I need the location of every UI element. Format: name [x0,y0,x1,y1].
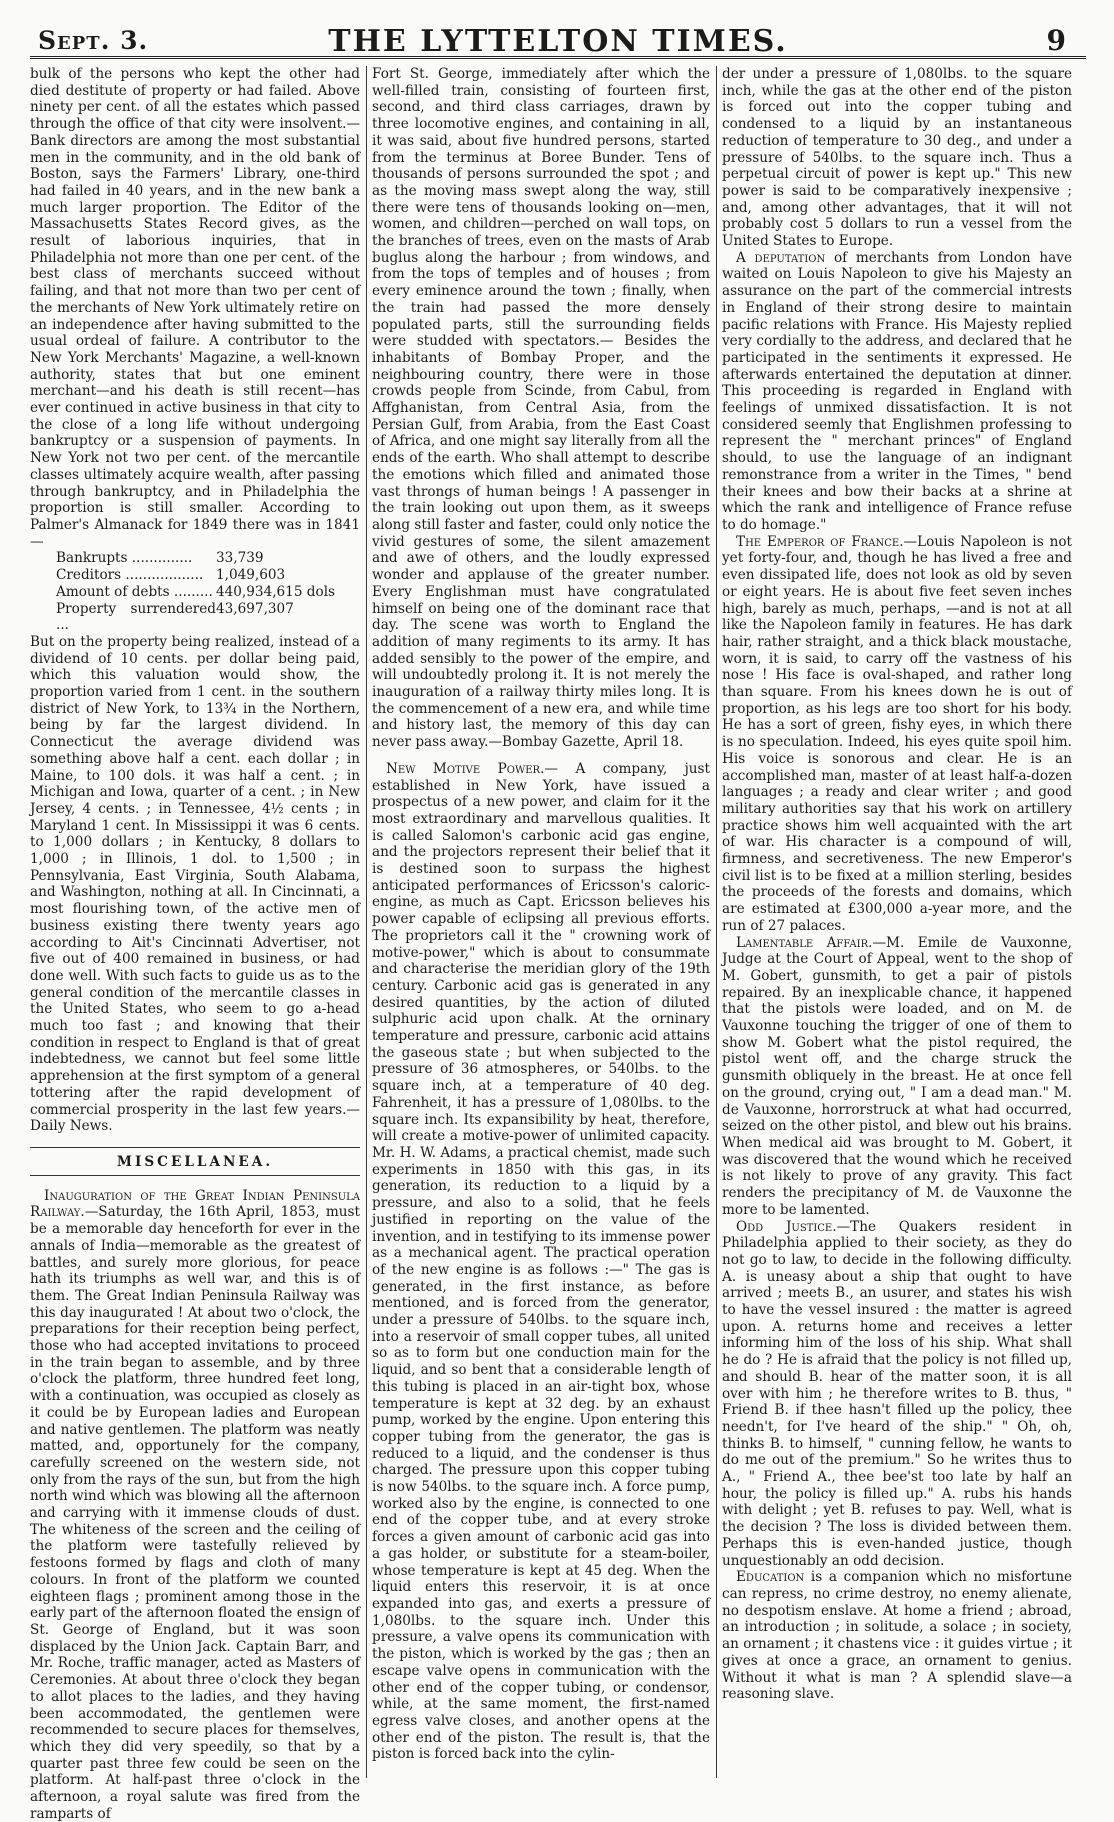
article-paragraph [30,1188,360,1822]
article-text: der under a pressure of 1,080lbs. to the square inch, while the gas at the other end of the piston is forced out into the copper tubing and condensed to a liquid by an instantaneous reduction of temperature to 30 deg., and under a pressure of 540lbs. to the square inch. Thus a perpetual circuit of power is kept up." This new power is said to be comparatively inexpensive ; and, among other advantages, that it will not probably cost 5 dollars to run a vessel from the United States to Europe. [722,66,1072,250]
stat-row [56,567,346,584]
article-body: —The Quakers resident in Philadelphia applied to their society, as they do not go to law, to decide in the following difficulty. A. is uneasy about a ship that ought to have arrived ; meets B., an usurer, and states his wish to have the vessel insured : the matter is agreed upon. A. returns home and receives a letter informing him of the loss of his ship. What shall he do ? He is afraid that the policy is not filled up, and should B. hear of the matter soon, it is all over with him ; he therefore writes to B. thus, " Friend B. if thee hasn't filled up the policy, thee needn't, for I've heard of the ship." " Oh, oh, thinks B. to himself, " cunning fellow, he wants to do me out of the premium." So he writes thus to A., " Friend A., thee bee'st too late by half an hour, the policy is filled up." A. rubs his hands with delight ; yet B. refuses to pay. Well, what is the decision ? The loss is divided between them. Perhaps this is even-handed justice, though unquestionably an odd decision. [722,1218,1072,1569]
article-headline: Lamentable Affair. [736,934,873,951]
column-divider [366,66,367,1778]
masthead [30,18,1086,59]
article-columns [30,66,1086,1822]
article-body: of merchants from London have waited on Louis Napoleon to give his Majesty an assurance on the part of the commercial intrests in England of their strong desire to maintain pacific relations with France. His Majesty replied very cordially to the address, and declared that he participated in the sentiments it expressed. He afterwards entertained the deputation at dinner. This proceeding is regarded in England with feelings of unmixed dissatisfaction. It is not considered seemly that Englishmen professing to represent the " merchant princes" of England should, to use the language of an indignant remonstrance from a writer in the Times, " bend their knees and bow their backs at a shrine at which the rank and intelligence of France refuse to do homage." [722,249,1072,533]
article-body: is a companion which no misfortune can repress, no crime destroy, no enemy alienate, no despotism enslave. At home a friend ; abroad, an introduction ; in solitude, a solace ; in society, an ornament ; it chastens vice : it guides virtue ; it gives at once a grace, an ornament to genius. Without it what is man ? A splendid slave—a reasoning slave. [722,1569,1072,1703]
article-paragraph [722,250,1072,534]
stat-label: Bankrupts .............. [56,550,193,567]
article-headline: A deputation [736,249,826,266]
article-headline: The Emperor of France. [736,533,904,550]
issue-date: Sept. 3. [38,26,149,55]
stat-label: Amount of debts ......... [56,583,213,600]
paragraph-gap [372,751,710,761]
article-text: bulk of the persons who kept the other had died destitute of property or had failed. Above ninety per cent. of all the estates which passed through the office of that city were insolvent.— Bank directors are among the most substantial men in the community, and in the old bank of Boston, says the Farmers' Library, one-third had failed in 40 years, and in the new bank a much larger proportion. The Editor of the Massachusetts States Record gives, as the result of laborious inquiries, that in Philadelphia not more than one per cent. of the best class of merchants succeed without failing, and that not more than two per cent of the merchants of New York ultimately retire on an independence after having submitted to the usual ordeal of failure. A contributor to the New York Merchants' Magazine, a well-known authority, states that but one eminent merchant—and his death is still recent—has ever continued in active business in that city to the close of a long life without undergoing bankruptcy or a suspension of payments. In New York not two per cent. of the mercantile classes ultimately acquire wealth, after passing through bankruptcy, and in Philadelphia the proportion is still smaller. According to Palmer's Almanack for 1849 there was in 1841— [30,66,360,550]
newspaper-title: THE LYTTELTON TIMES. [328,24,788,59]
column-2 [372,66,710,1778]
stat-row [56,550,346,567]
stat-label: Creditors .................. [56,567,204,584]
newspaper-page [30,18,1086,1822]
stat-value: 43,697,307 [216,600,294,617]
stat-value: 1,049,603 [216,567,286,584]
article-body: —Louis Napoleon is not yet forty-four, and, though he has lived a free and even dissipated life, does not look as old by seven or eight years. He is about five feet seven inches high, barely as much, perhaps, —and is not at all like the Napoleon family in features. He has dark hair, rather straight, and a thick black moustache, worn, it is said, to carry off the vastness of his nose ! His face is oval-shaped, and rather long than square. From his knees down he is out of proportion, as his legs are too short for his body. He has a sort of green, fishy eyes, in which there is no speculation. Indeed, his eyes quite spoil him. His voice is sonorous and clear. He is an accomplished man, master of at least half-a-dozen languages ; a ready and clear writer ; and good military authorities say that his work on artillery practice shows him well acquainted with the art of war. His character is a compound of will, firmness, and secretiveness. The new Emperor's civil list is to be fixed at a million sterling, besides the proceeds of the forests and domains, which are estimated at £300,000 a-year more, and the run of 27 palaces. [722,533,1072,934]
stat-row [56,601,346,634]
bankruptcy-stats-table [56,550,360,634]
column-divider [716,66,717,1778]
stat-value: 33,739 [216,550,264,567]
article-paragraph [722,534,1072,935]
stat-label: Property surrendered ... [56,600,216,634]
heading-rule [30,1175,360,1178]
article-paragraph [722,1569,1072,1703]
article-text: Fort St. George, immediately after which the well-filled train, consisting of fourteen first, second, and third class carriages, drawn by three locomotive engines, and containing in all, it was said, about five hundred persons, started from the terminus at Boree Bunder. Tens of thousands of persons surrounded the spot ; and as the moving mass swept along the way, still there were tens of thousands looking on—men, women, and children—perched on wall tops, on the branches of trees, even on the masts of Arab buglus along the harbour ; from windows, and from the tops of temples and of houses ; from every eminence around the town ; finally, when the train had passed the more densely populated parts, still the surrounding fields were studded with spectators.— Besides the inhabitants of Bombay Proper, and the neighbouring country, there were in those crowds people from Scinde, from Cabul, from Affghanistan, from Central Asia, from the Persian Gulf, from Arabia, from the East Coast of Africa, and one might say literally from all the ends of the earth. Who shall attempt to describe the emotions which filled and animated those vast throngs of human beings ! A passenger in the train looking out upon them, as it sweeps along still faster and faster, could only notice the vivid gestures of some, the silent amazement and awe of others, and the loudly expressed wonder and applause of the greater number. Every Englishman must have congratulated himself on being one of the dominant race that day. The scene was worth to England the addition of many regiments to its army. It has added sensibly to the power of the empire, and will undoubtedly prolong it. It is not merely the inauguration of a railway thirty miles long. It is the commencement of a new era, and while time and history last, the memory of this day can never pass away.—Bombay Gazette, April 18. [372,66,711,751]
section-heading [30,1147,360,1178]
article-headline: Odd Justice. [736,1218,837,1235]
article-paragraph [722,935,1072,1219]
stat-value: 440,934,615 dols [216,583,336,600]
page-number: 9 [1046,24,1066,57]
stat-row [56,584,346,601]
article-paragraph [372,761,710,1763]
article-headline: Education [736,1569,805,1586]
article-body: —Saturday, the 16th April, 1853, must be a memorable day henceforth for ever in the annals of India—memorable as the greatest of battles, and surely more glorious, for peace hath its triumphs as well war, and this is of them. The Great Indian Peninsula Railway was this day inaugurated ! At about two o'clock, the preparations for their reception being perfect, those who had accepted invitations to proceed in the train began to assemble, and by three o'clock the platform, three hundred feet long, with a continuation, was occupied as closely as it could be by European ladies and European and native gentlemen. The platform was neatly matted, and, opportunely for the company, carefully screened on the western side, not only from the rays of the sun, but from the high north wind which was blowing all the afternoon and carrying with it immense clouds of dust. The whiteness of the screen and the ceiling of the platform were tastefully relieved by festoons formed by flags and cloth of many colours. In front of the platform we counted eighteen flags ; prominent among those in the early part of the afternoon floated the ensign of St. George of England, but it was soon displaced by the Union Jack. Captain Barr, and Mr. Roche, traffic manager, acted as Masters of Ceremonies. At about three o'clock they began to allot places to the ladies, and they having been accommodated, the gentlemen were recommended to secure places for themselves, which they did very speedily, so that by a quarter past three few could be seen on the platform. At half-past three o'clock in the afternoon, a royal salute was fired from the ramparts of [30,1204,360,1822]
article-headline: New Motive Power. [386,760,545,777]
article-body: —M. Emile de Vauxonne, Judge at the Court of Appeal, went to the shop of M. Gobert, gunsmith, to get a pair of pistols repaired. By an inexplicable chance, it happened that the pistols were loaded, and on M. de Vauxonne touching the trigger of one of them to show M. Gobert what the pistol required, the pistol went off, and the charge struck the gunsmith obliquely in the breast. He at once fell on the ground, crying out, " I am a dead man." M. de Vauxonne, horrorstruck at what had occurred, seized on the other pistol, and blew out his brains. When medical aid was brought to M. Gobert, it was discovered that the wound which he received is not likely to prove of any gravity. This fact renders the precipitancy of M. de Vauxonne the more to be lamented. [722,934,1072,1218]
article-body: — A company, just established in New York, have issued a prospectus of a new power, and claim for it the most extraordinary and marvellous qualities. It is called Salomon's carbonic acid gas engine, and the projectors represent their belief that it is destined soon to surpass the highest anticipated performances of Ericsson's caloric-engine, as much as Capt. Ericsson believes his power capable of eclipsing all previous efforts. The proprietors call it the " crowning work of motive-power," which is about to consummate and characterise the meridian glory of the 19th century. Carbonic acid gas is generated in any desired quantities, by the action of diluted sulphuric acid upon chalk. At the orninary temperature and pressure, carbonic acid attains the gaseous state ; but when subjected to the pressure of 36 atmospheres, or 540lbs. to the square inch, at a temperature of 40 deg. Fahrenheit, it has a pressure of 1,080lbs. to the square inch. Its expansibility by heat, therefore, will create a motive-power of unlimited capacity. Mr. H. W. Adams, a practical chemist, made such experiments in 1850 with this gas, in its generation, its reduction to a liquid by a pressure, and also to a solid, that he feels justified in reporting on the value of the invention, and in testifying to its immense power as a mechanical agent. The practical operation of the new engine is as follows :—" The gas is generated, in the first instance, as before mentioned, and is forced from the generator, under a pressure of 540lbs. to the square inch, into a reservoir of small copper tubes, all united so as to form but one conduction main for the liquid, and so bent that a considerable length of this tubing is placed in an air-tight box, whose temperature is kept at 32 deg. by an exhaust pump, worked by the engine. Upon entering this copper tubing from the generator, the gas is reduced to a liquid, and the condenser is thus charged. The pressure upon this copper tubing is now 540lbs. to the square inch. A force pump, worked also by the engine, is connected to one end of the copper tube, and at every stroke forces a given amount of carbonic acid gas into a gas holder, or substitute for a steam-boiler, whose temperature is kept at 45 deg. When the liquid enters this reservoir, it is at once expanded into gas, and exerts a pressure of 1,080lbs. to the square inch. Under this pressure, a valve opens its communication with the piston, which is worked by the gas ; then an escape valve opens in communication with the other end of the copper tubing, or condensor, while, at the same moment, the first-named egress valve closes, and another opens at the other end of the piston. The result is, that the piston is forced back into the cylin- [372,760,710,1763]
article-text: But on the property being realized, instead of a dividend of 10 cents. per dollar being paid, which this valuation would show, the proportion varied from 1 cent. in the southern district of New York, to 13¾ in the Northern, being by far the largest dividend. In Connecticut the average dividend was something above half a cent. each dollar ; in Maine, to 100 dols. it was half a cent. ; in Michigan and Iowa, quarter of a cent. ; in New Jersey, 4 cents. ; in Tennessee, 4½ cents ; in Maryland 1 cent. In Mississippi it was 6 cents. to 1,000 dollars ; in Kentucky, 8 dollars to 1,000 ; in Illinois, 1 dol. to 1,500 ; in Pennsylvania, East Virginia, South Alabama, and Washington, nothing at all. In Cincinnati, a most flourishing town, of the active men of business existing there twenty years ago according to Ait's Cincinnati Advertiser, not five out of 400 remained in business, or had done well. With such facts to guide us as to the general condition of the mercantile classes in the United States, who seem to go a-head much too fast ; and knowing that their condition in respect to England is that of great indebtedness, we cannot but feel some little apprehension at the first symptom of a general tottering after the rapid development of commercial prosperity in the last few years.—Daily News. [30,633,360,1135]
article-paragraph [722,1219,1072,1570]
article-headline: Inauguration of the Great Indian Peninsula Railway. [30,1187,360,1221]
column-3 [722,66,1072,1778]
column-1 [30,66,360,1822]
section-title: MISCELLANEA. [116,1154,274,1170]
